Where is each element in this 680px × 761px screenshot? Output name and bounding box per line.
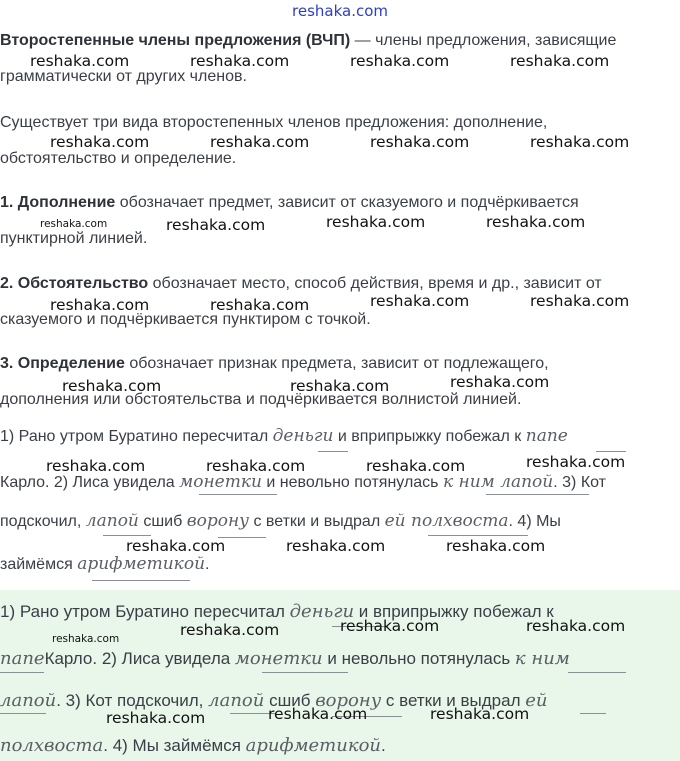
- watermark: reshaka.com: [290, 377, 390, 395]
- task-line-3: подскочил, лапой сшиб ворону с ветки и выдрал ей полхвоста. 4) Мы: [0, 511, 561, 531]
- watermark: reshaka.com: [370, 133, 470, 151]
- watermark: reshaka.com: [286, 537, 386, 555]
- watermark: reshaka.com: [46, 457, 146, 475]
- watermark: reshaka.com: [126, 537, 226, 555]
- watermark: reshaka.com: [530, 133, 630, 151]
- watermark: reshaka.com: [526, 453, 626, 471]
- watermark: reshaka.com: [526, 617, 626, 635]
- watermark: reshaka.com: [530, 292, 630, 310]
- watermark: reshaka.com: [370, 292, 470, 310]
- answer-line-1: 1) Рано утром Буратино пересчитал деньги и вприпрыжку побежал к: [0, 601, 554, 622]
- watermark: reshaka.com: [510, 52, 610, 70]
- watermark: reshaka.com: [62, 377, 162, 395]
- watermark: reshaka.com: [430, 705, 530, 723]
- watermark: reshaka.com: [340, 617, 440, 635]
- item-dopolnenie: 1. Дополнение обозначает предмет, зависит от сказуемого и подчёркивается пунктирной линией.: [0, 194, 579, 247]
- watermark: reshaka.com: [268, 705, 368, 723]
- watermark: reshaka.com: [180, 621, 280, 639]
- task-line-2: Карло. 2) Лиса увидела монетки и невольно потянулась к ним лапой. 3) Кот: [0, 472, 607, 492]
- types-paragraph: Существует три вида второстепенных членов предложения: дополнение, обстоятельство и определение.: [0, 114, 548, 167]
- watermark: reshaka.com: [30, 52, 130, 70]
- watermark: reshaka.com: [106, 709, 206, 727]
- watermark: reshaka.com: [326, 213, 426, 231]
- answer-line-2: папеКарло. 2) Лиса увидела монетки и невольно потянулась к ним: [0, 648, 570, 669]
- watermark: reshaka.com: [206, 457, 306, 475]
- watermark: reshaka.com: [366, 457, 466, 475]
- top-watermark: reshaka.com: [292, 2, 388, 20]
- item-opredelenie: 3. Определение обозначает признак предмета, зависит от подлежащего, дополнения или обстоятельства и подчёркивается волнистой линией.: [0, 355, 549, 408]
- answer-line-3: лапой. 3) Кот подскочил, лапой сшиб ворону с ветки и выдрал ей: [0, 690, 548, 711]
- intro-term: Второстепенные члены предложения (ВЧП): [0, 32, 351, 49]
- watermark: reshaka.com: [190, 52, 290, 70]
- watermark: reshaka.com: [450, 373, 550, 391]
- watermark: reshaka.com: [350, 52, 450, 70]
- watermark: reshaka.com: [50, 296, 150, 314]
- watermark: reshaka.com: [486, 213, 586, 231]
- watermark: reshaka.com: [40, 218, 108, 230]
- watermark: reshaka.com: [166, 216, 266, 234]
- task-line-4: займёмся арифметикой.: [0, 554, 210, 574]
- watermark: reshaka.com: [210, 296, 310, 314]
- watermark: reshaka.com: [52, 633, 120, 645]
- task-line-1: 1) Рано утром Буратино пересчитал деньги и вприпрыжку побежал к папе: [0, 426, 568, 446]
- watermark: reshaka.com: [446, 537, 546, 555]
- watermark: reshaka.com: [210, 133, 310, 151]
- watermark: reshaka.com: [50, 133, 150, 151]
- answer-line-4: полхвоста. 4) Мы займёмся арифметикой.: [0, 735, 386, 756]
- intro-paragraph: Второстепенные члены предложения (ВЧП) — члены предложения, зависящие грамматически от других членов.: [0, 32, 617, 85]
- item-obstoyatelstvo: 2. Обстоятельство обозначает место, способ действия, время и др., зависит от сказуемого и подчёркивается пунктиром с точкой.: [0, 275, 602, 328]
